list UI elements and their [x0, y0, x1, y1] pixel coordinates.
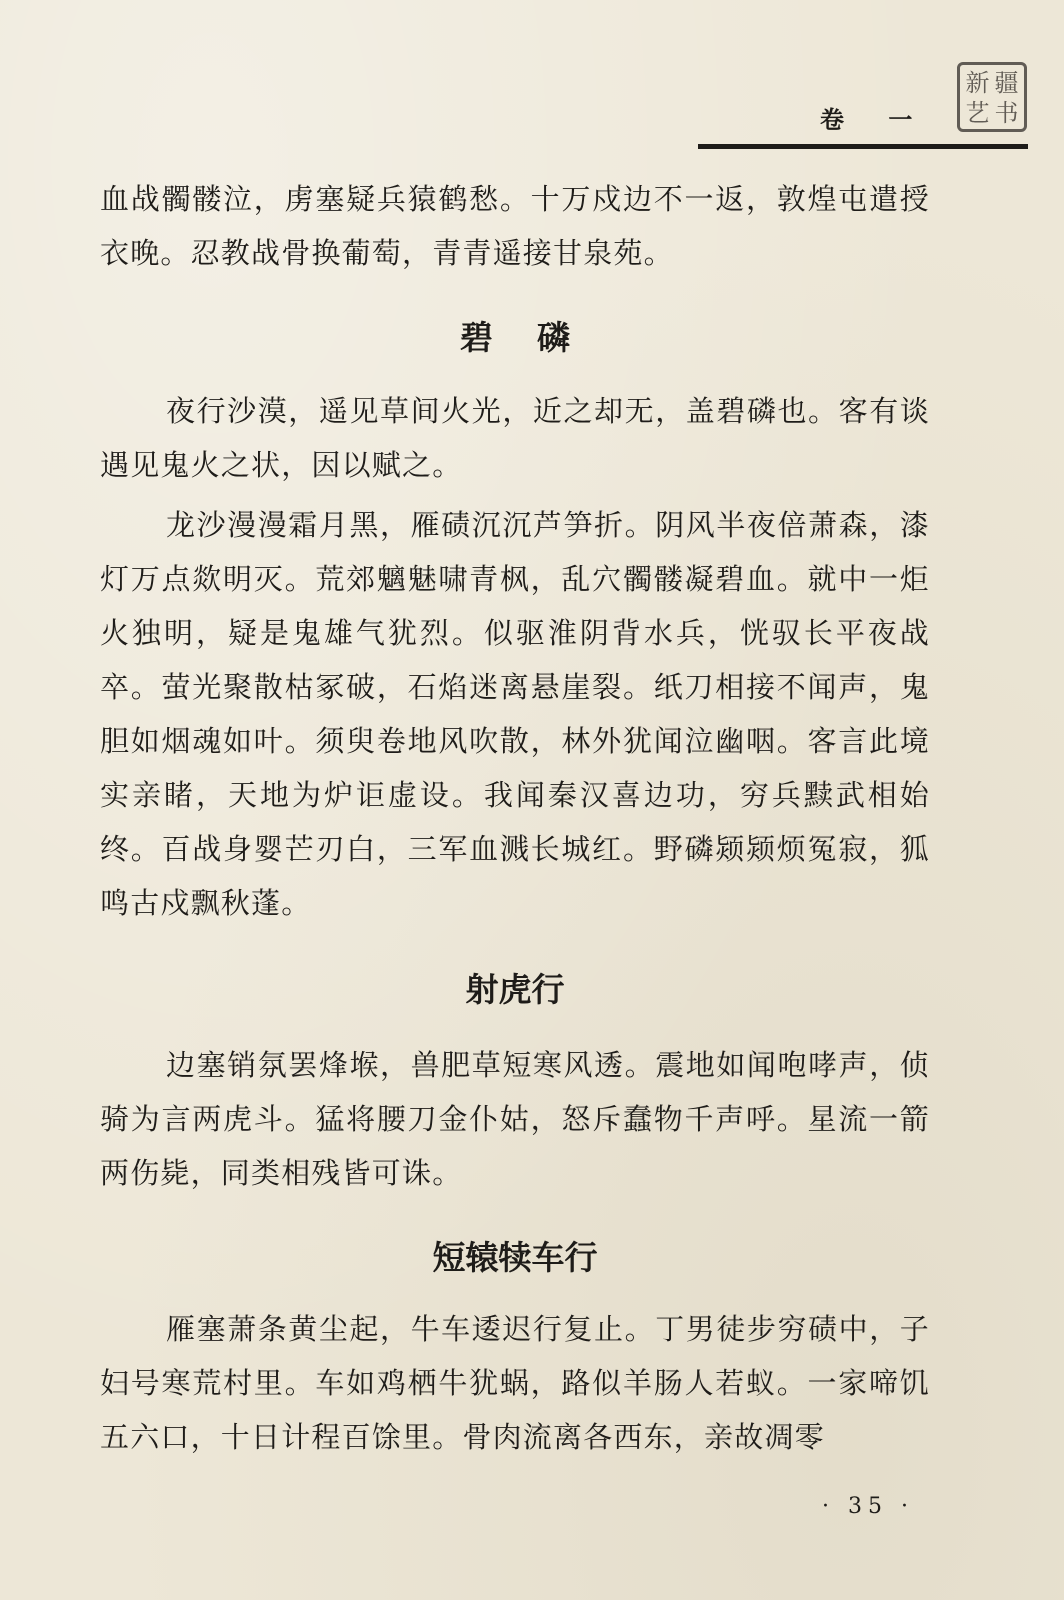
seal-char: 艺 [965, 99, 990, 127]
poem-title-bilin: 碧磷 [460, 318, 614, 357]
poem-title-duanyuan: 短辕犊车行 [432, 1238, 598, 1277]
header-rule [698, 144, 1028, 149]
poem-preface-bilin: 夜行沙漠，遥见草间火光，近之却无，盖碧磷也。客有谈遇见鬼火之状，因以赋之。 [100, 394, 930, 482]
continued-poem-text: 血战髑髅泣，虏塞疑兵猿鹤愁。十万戍边不一返，敦煌屯遣授衣晚。忍教战骨换葡萄，青青遥接甘泉苑。 [100, 182, 930, 270]
poem-title-shehuxing: 射虎行 [465, 970, 565, 1009]
poem-body-bilin: 龙沙漫漫霜月黑，雁碛沉沉芦笋折。阴风半夜倍萧森，漆灯万点欻明灭。荒郊魑魅啸青枫，乱穴髑髅凝碧血。就中一炬火独明，疑是鬼雄气犹烈。似驱淮阴背水兵，恍驭长平夜战卒。萤光聚散枯冢破，石焰迷离悬崖裂。纸刀相接不闻声，鬼胆如烟魂如叶。须臾卷地风吹散，林外犹闻泣幽咽。客言此境实亲睹，天地为炉讵虚设。我闻秦汉喜边功，穷兵黩武相始终。百战身婴芒刃白，三军血溅长城红。野磷颎颎烦冤寂，狐鸣古戍飘秋蓬。 [100, 508, 930, 920]
seal-char: 书 [994, 99, 1019, 127]
poem-body-duanyuan: 雁塞萧条黄尘起，牛车逶迟行复止。丁男徒步穷碛中，子妇号寒荒村里。车如鸡栖牛犹蜗，路似羊肠人若蚁。一家啼饥五六口，十日计程百馀里。骨肉流离各西东，亲故凋零 [100, 1312, 930, 1454]
poem-body-shehuxing: 边塞销氛罢烽堠，兽肥草短寒风透。震地如闻咆哮声，侦骑为言两虎斗。猛将腰刀金仆姑，怒斥蠢物千声呼。星流一箭两伤毙，同类相残皆可诛。 [100, 1048, 930, 1190]
page-number: · 35 · [822, 1494, 914, 1519]
seal-char: 疆 [994, 69, 1019, 97]
seal-stamp-icon [957, 62, 1027, 132]
seal-char: 新 [965, 69, 990, 97]
running-header: 卷 一 [820, 105, 931, 134]
